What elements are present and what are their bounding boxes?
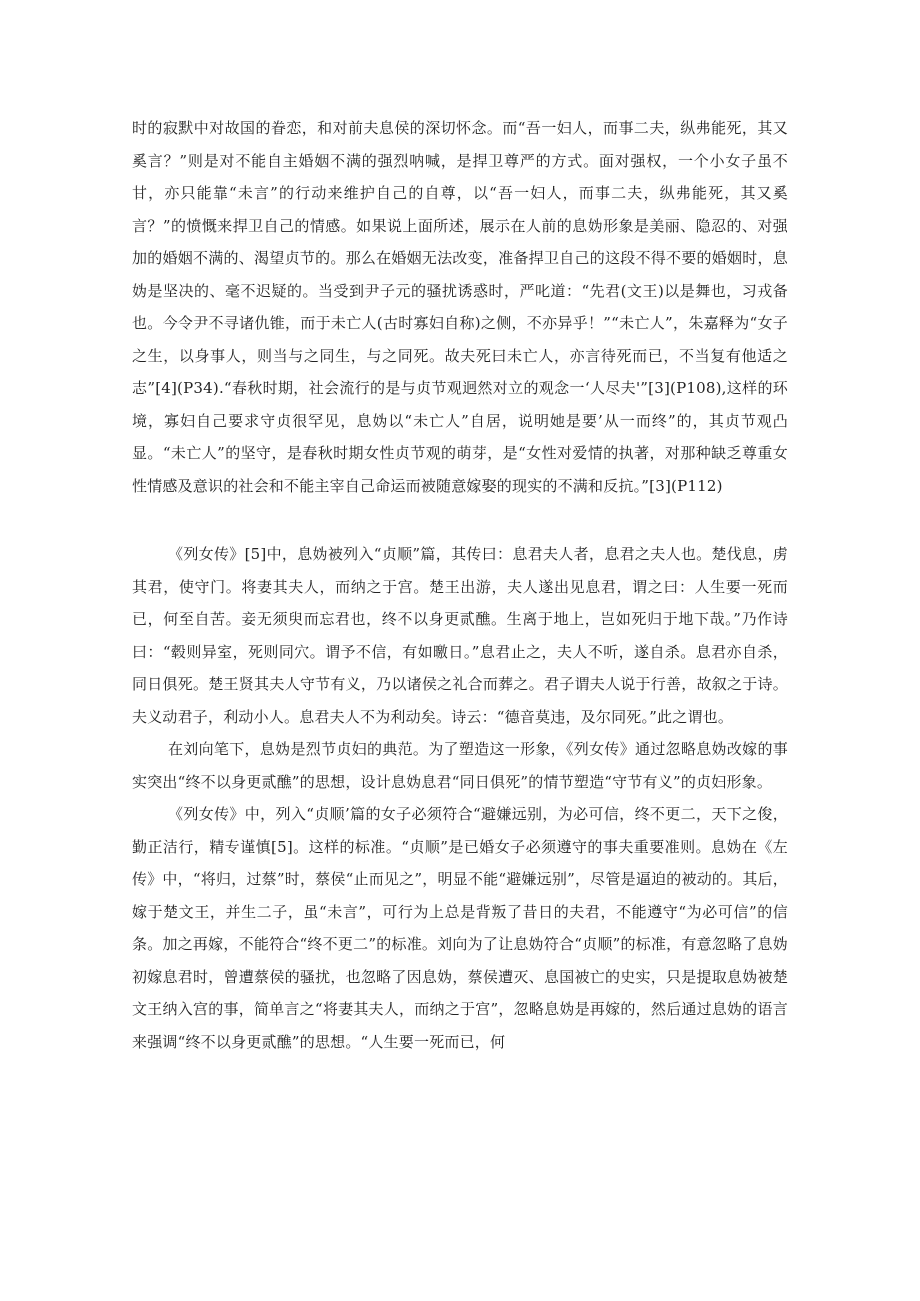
- paragraph-lienu-zhuan-biography: 《列女传》[5]中，息妫被列入“贞顺”篇，其传曰：息君夫人者，息君之夫人也。楚伐息，虏其君，使守门。将妻其夫人，而纳之于宫。楚王出游，夫人遂出见息君，谓之曰：人生要一死而已，何至自苦。妾无须臾而忘君也，终不以身更贰醮。生离于地上，岂如死归于地下哉。”乃作诗曰：“毂则异室，死则同穴。谓予不信，有如曒日。”息君止之，夫人不听，遂自杀。息君亦自杀，同日俱死。楚王贤其夫人守节有义，乃以诸侯之礼合而葬之。君子谓夫人说于行善，故叙之于诗。夫义动君子，利动小人。息君夫人不为利动矣。诗云：“德音莫违，及尔同死。”此之谓也。: [132, 545, 788, 726]
- paragraph-xi-gui-silence: 时的寂默中对故国的眷恋，和对前夫息侯的深切怀念。而“吾一妇人，而事二夫，纵弗能死，其又奚言？”则是对不能自主婚姻不满的强烈呐喊，是捍卫尊严的方式。面对强权，一个小女子虽不甘，亦只能靠“未言”的行动来维护自己的自尊，以“吾一妇人，而事二夫，纵弗能死，其又奚言？”的愤慨来捍卫自己的情感。如果说上面所述，展示在人前的息妫形象是美丽、隐忍的、对强加的婚姻不满的、渴望贞节的。那么在婚姻无法改变，准备捍卫自己的这段不得不要的婚姻时，息妫是坚决的、毫不迟疑的。当受到尹子元的骚扰诱惑时，严叱道：“先君(文王)以是舞也，习戎备也。今令尹不寻诸仇锥，而于未亡人(古时寡妇自称)之侧，不亦异乎！”“未亡人”，朱嘉释为“女子之生，以身事人，则当与之同生，与之同死。故夫死曰未亡人，亦言待死而已，不当复有他适之志”[4](P34).“春秋时期，社会流行的是与贞节观迥然对立的观念一‘人尽夫'”[3](P108),这样的环境，寡妇自己要求守贞很罕见，息妫以“未亡人”自居，说明她是要’从一而终”的，其贞节观凸显。“未亡人”的坚守，是春秋时期女性贞节观的萌芽，是“女性对爱情的执著，对那种缺乏尊重女性情感及意识的社会和不能主宰自己命运而被随意嫁娶的现实的不满和反抗。”[3](P112): [132, 119, 788, 495]
- article-body: [132, 112, 788, 1058]
- paragraph-gap: [132, 502, 788, 538]
- paragraph-zhenshun-standard: 《列女传》中，列入“贞顺’篇的女子必须符合“避嫌远别，为必可信，终不更二，天下之俊，勤正洁行，精专谨慎[5]。这样的标准。“贞顺”是已婚女子必须遵守的事夫重要准则。息妫在《左传》中，“将归，过蔡”时，蔡侯“止而见之”，明显不能“避嫌远别”，尽管是逼迫的被动的。其后，嫁于楚文王，并生二子，虽“未言”，可行为上总是背叛了昔日的夫君，不能遵守“为必可信”的信条。加之再嫁，不能符合“终不更二”的标准。刘向为了让息妫符合“贞顺”的标准，有意忽略了息妫初嫁息君时，曾遭蔡侯的骚扰，也忽略了因息妫，蔡侯遭灭、息国被亡的史实，只是提取息妫被楚文王纳入宫的事，简单言之“将妻其夫人，而纳之于宫”，忽略息妫是再嫁的，然后通过息妫的语言来强调“终不以身更贰醮”的思想。“人生要一死而已，何: [132, 805, 788, 1051]
- paragraph-liu-xiang-portrayal: 在刘向笔下，息妫是烈节贞妇的典范。为了塑造这一形象，《列女传》通过忽略息妫改嫁的事实突出“终不以身更贰醮”的思想，设计息妫息君“同日俱死”的情节塑造“守节有义”的贞妇形象。: [132, 740, 788, 791]
